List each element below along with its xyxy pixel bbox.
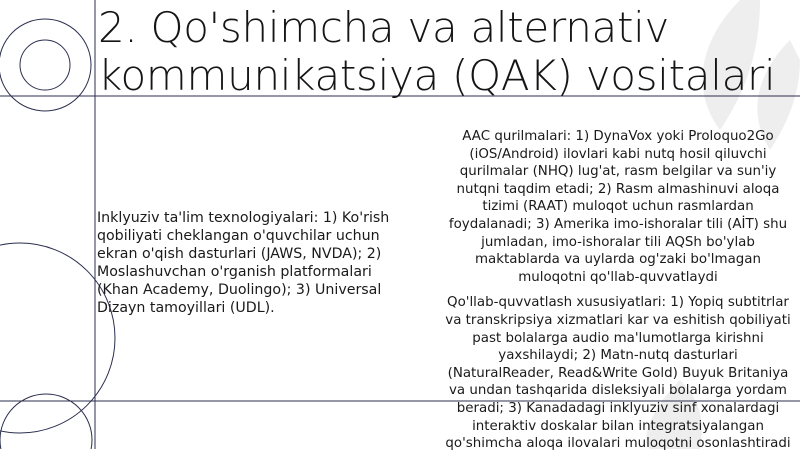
right-text-block	[444, 128, 792, 453]
decorative-circle-small	[20, 40, 70, 90]
decorative-circle-bottom	[0, 394, 92, 449]
aac-devices-paragraph: AAC qurilmalari: 1) DynaVox yoki Proloquo2Go (iOS/Android) ilovlari kabi nutq hosil qiluvchi qurilmalar (NHQ) lug'at, rasm belgilar va sun'iy nutqni taqdim etadi; 2) Rasm almashinuvi aloqa tizimi (RAAT) muloqot uchun rasmlardan foydalanadi; 3) Amerika imo-ishoralar tili (AİT) shu jumladan, imo-ishoralar tili AQSh bo'ylab maktablarda va uylarda og'zaki bo'lmagan muloqotni qo'llab-quvvatlaydi	[448, 129, 788, 285]
support-features-paragraph: Qo'llab-quvvatlash xususiyatlari: 1) Yopiq subtitrlar va transkripsiya xizmatlari kar va eshitish qobiliyati past bolalarga audio ma'lumotlarga kirishni yaxshilaydi; 2) Matn-nutq dasturlari (NaturalReader, Read&Write Gold) Buyuk Britaniya va undan tashqarida disleksiyali bolalarga yordam beradi; 3) Kanadadagi inklyuziv sinf xonalardagi interaktiv doskalar bilan integratsiyalangan qo'shimcha aloqa ilovalari muloqotni osonlashtiradi	[445, 295, 791, 452]
decorative-circle-medium	[0, 19, 91, 111]
slide-title: 2. Qo'shimcha va alternativ kommunikatsiya (QAK) vositalari	[98, 3, 776, 100]
left-text-block: Inklyuziv ta'lim texnologiyalari: 1) Ko'rish qobiliyati cheklangan o'quvchilar uchun ekran o'qish dasturlari (JAWS, NVDA); 2) Moslashuvchan o'rganish platformalari (Khan Academy, Duolingo); 3) Universal Dizayn tamoyillari (UDL).	[97, 210, 390, 316]
